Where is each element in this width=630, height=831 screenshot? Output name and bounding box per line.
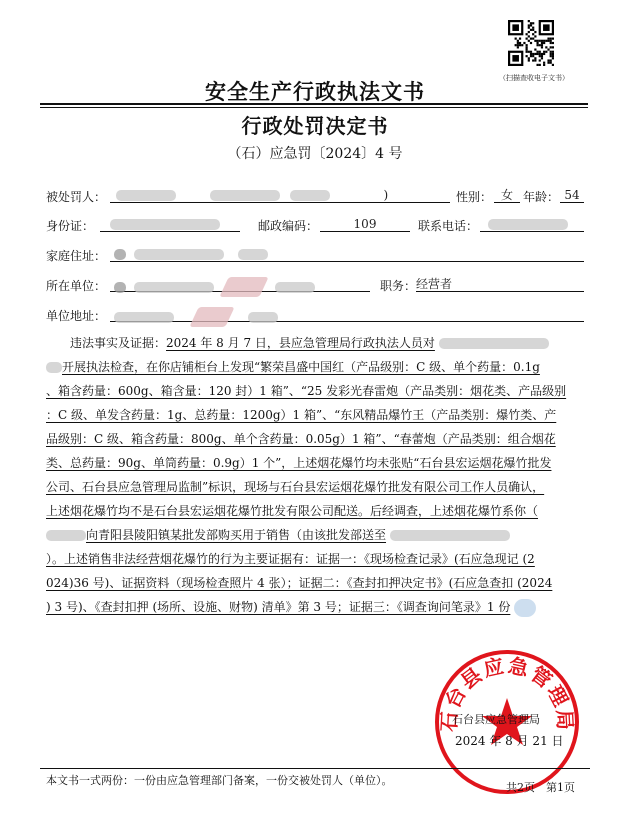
seal-organization: 石台县应急管理局 (452, 713, 540, 726)
party-label: 被处罚人： (46, 190, 107, 204)
facts-line-9: 向青阳县陵阳镇某批发部购买用于销售（由该批发部送至 (86, 528, 387, 542)
phone-value (480, 217, 584, 232)
position-label: 职务： (380, 279, 417, 293)
paragraph-line (46, 355, 594, 379)
document-category-title: 安全生产行政执法文书 (205, 79, 425, 104)
facts-line-12: ) 3 号)、《查封扣押 (场所、设施、财物) 清单》第 3 号；证据三：《调查询问笔录》1 份 (46, 600, 511, 614)
title-rule-thick (40, 103, 588, 105)
svg-text:石台县应急管理局: 石台县应急管理局 (436, 653, 578, 733)
id-value (100, 217, 240, 232)
facts-line-3: 、箱含药量：600g、箱含量：120 封）1 箱”、“25 发彩光春雷炮（产品类别：烟花类、产品级别 (46, 384, 567, 398)
footer-rule (40, 768, 590, 769)
unit-address-value (110, 307, 584, 322)
facts-line-4: ：C 级、单发含药量：1g、总药量：1200g）1 箱”、“东风精品爆竹王（产品类别：爆竹类、产 (46, 408, 557, 422)
address-label: 家庭住址： (46, 249, 107, 263)
position-value (416, 277, 584, 292)
postal-label: 邮政编码： (258, 219, 319, 233)
qr-caption: （扫描查收电子文书） (499, 74, 569, 82)
document-title: 行政处罚决定书 (241, 114, 389, 138)
facts-line-6: 类、总药量：90g、单筒药量：0.9g）1 个”，上述烟花爆竹均未张贴“石台县宏运烟花爆竹批发 (46, 456, 552, 470)
gender-label: 性别： (456, 190, 493, 204)
address-value (110, 247, 584, 262)
id-label: 身份证： (46, 219, 95, 233)
facts-line-2: 开展执法检查，在你店铺柜台上发现“繁荣昌盛中国红（产品级别：C 级、单个药量：0.1g (62, 360, 540, 374)
unit-label: 所在单位： (46, 279, 107, 293)
age-label: 年龄： (523, 190, 560, 204)
violation-facts-paragraph (46, 331, 594, 619)
paragraph-line (46, 331, 594, 355)
footer-note: 本文书一式两份：一份由应急管理部门备案，一份交被处罚人（单位）。 (46, 774, 393, 787)
decision-date: 2024 年 8 月 21 日 (455, 734, 564, 748)
facts-line-8: 上述烟花爆竹均不是石台县宏运烟花爆竹批发有限公司配送。后经调查，上述烟花爆竹系你（ (46, 504, 539, 518)
phone-label: 联系电话： (418, 219, 479, 233)
age-value: 54 (560, 188, 584, 203)
facts-line-1: 2024 年 8 月 7 日，县应急管理局行政执法人员对 (166, 336, 435, 350)
unit-value (110, 277, 370, 292)
document-number: （石）应急罚〔2024〕4 号 (227, 146, 403, 162)
unit-address-label: 单位地址： (46, 309, 107, 323)
facts-line-5: 品级别：C 级、箱含药量：800g、单个含药量：0.05g）1 箱”、“春蕾炮（产品类别：组合烟花 (46, 432, 556, 446)
page-indicator: 共2页 第1页 (506, 781, 575, 794)
facts-heading: 违法事实及证据： (70, 336, 167, 350)
party-value (110, 188, 450, 203)
postal-value: 109 (320, 217, 410, 232)
paragraph-line (46, 595, 594, 619)
facts-line-10: ）。上述销售非法经营烟花爆竹的行为主要证据有：证据一：《现场检查记录》(石应急现记 (2 (46, 552, 535, 566)
qr-code-icon (508, 20, 554, 66)
facts-line-7: 公司、石台县应急管理局监制”标识，现场与石台县宏运烟花爆竹批发有限公司工作人员确认， (46, 480, 545, 494)
party-close-paren: ) (383, 188, 389, 202)
title-rule-thin (40, 107, 588, 108)
position-text: 经营者 (416, 277, 453, 291)
gender-value: 女 (494, 188, 520, 203)
paragraph-line (46, 523, 594, 547)
facts-line-11: 024)36 号)、证据资料（现场检查照片 4 张）；证据二：《查封扣押决定书》(石应急查扣 (2024 (46, 576, 553, 590)
